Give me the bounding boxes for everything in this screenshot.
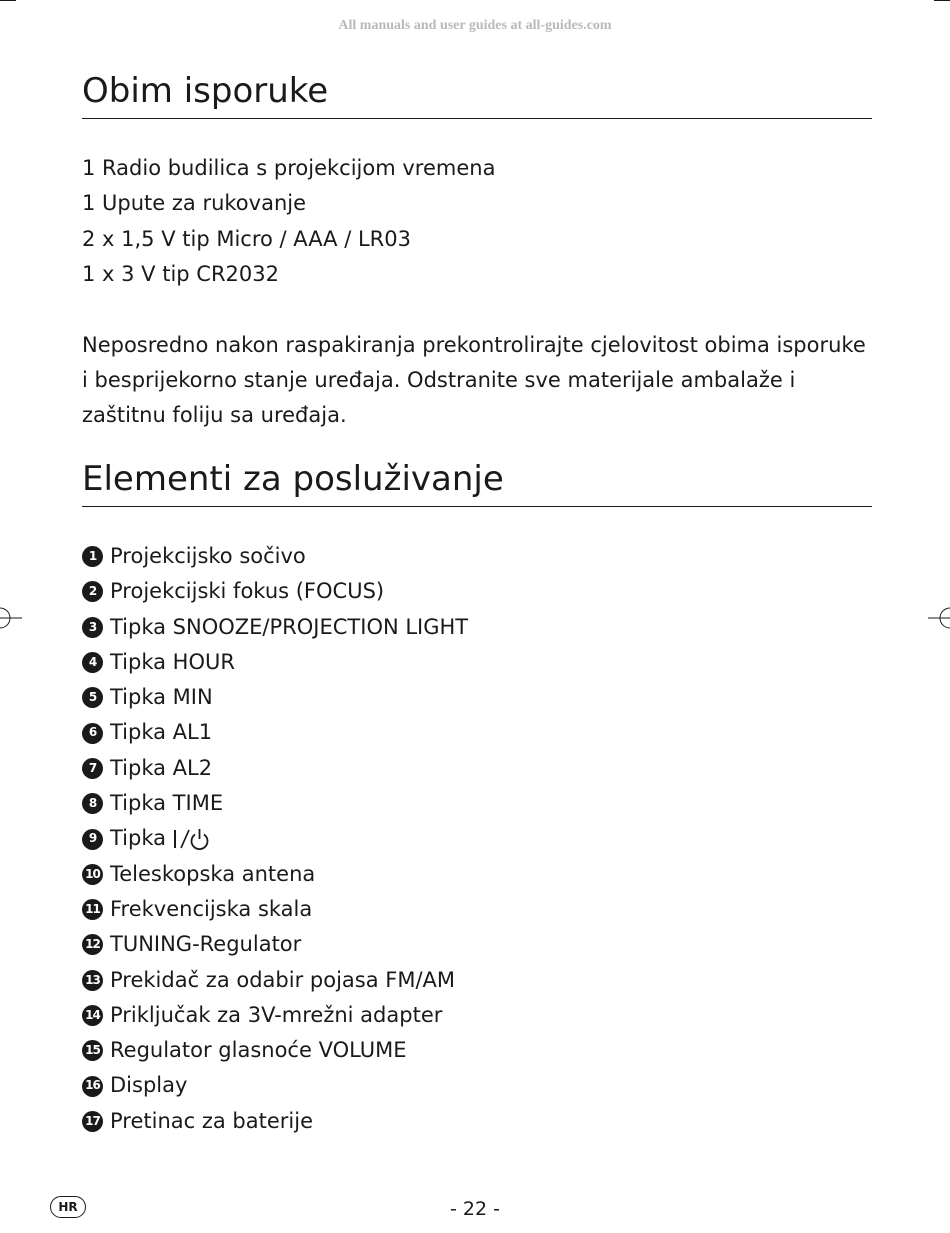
number-badge: 12 (82, 934, 103, 955)
delivery-items-list (82, 151, 495, 292)
item-label: Regulator glasnoće VOLUME (110, 1038, 407, 1063)
unpacking-paragraph: Neposredno nakon raspakiranja prekontrolirajte cjelovitost obima isporuke i besprijekorno stanje uređaja. Odstranite sve materijale ambalaže i zaštitnu foliju sa uređaja. (82, 333, 866, 427)
list-item (82, 998, 468, 1033)
standby-power-icon (172, 827, 210, 851)
number-badge: 13 (82, 970, 103, 991)
number-badge: 2 (82, 581, 103, 602)
number-badge: 16 (82, 1076, 103, 1097)
page-number: - 22 - (450, 1198, 500, 1220)
item-label: Teleskopska antena (110, 861, 316, 886)
item-label: TUNING-Regulator (110, 932, 302, 957)
number-badge: 9 (82, 829, 103, 850)
item-label: Pretinac za baterije (110, 1108, 313, 1133)
list-item (82, 645, 468, 680)
list-item (82, 821, 468, 856)
list-item (82, 715, 468, 750)
list-item: 2 x 1,5 V tip Micro / AAA / LR03 (82, 226, 411, 251)
number-badge: 11 (82, 899, 103, 920)
number-badge: 5 (82, 687, 103, 708)
item-label: Tipka AL2 (110, 755, 213, 780)
section-title-scope-of-delivery: Obim isporuke (82, 70, 872, 119)
number-badge: 7 (82, 758, 103, 779)
list-item (82, 963, 468, 998)
number-badge: 3 (82, 617, 103, 638)
list-item: 1 Radio budilica s projekcijom vremena (82, 156, 496, 180)
item-label: Tipka TIME (110, 791, 224, 816)
number-badge: 6 (82, 723, 103, 744)
number-badge: 1 (82, 546, 103, 567)
list-item (82, 1033, 468, 1068)
item-label: Tipka HOUR (110, 649, 235, 674)
item-label: Projekcijski fokus (FOCUS) (110, 579, 385, 604)
watermark: All manuals and user guides at all-guides.com (338, 18, 612, 33)
item-label: Priključak za 3V-mrežni adapter (110, 1002, 443, 1027)
list-item (82, 574, 468, 609)
controls-list (82, 539, 468, 1139)
registration-mark-left (0, 606, 22, 630)
language-badge: HR (50, 1196, 86, 1218)
registration-mark-right (928, 606, 950, 630)
number-badge: 4 (82, 652, 103, 673)
list-item (82, 610, 468, 645)
list-item (82, 1104, 468, 1139)
number-badge: 10 (82, 864, 103, 885)
list-item (82, 680, 468, 715)
crop-corner-left (0, 0, 16, 1)
list-item (82, 786, 468, 821)
crop-corner-right (934, 0, 950, 1)
list-item (82, 1068, 468, 1103)
item-label: Frekvencijska skala (110, 896, 313, 921)
item-label: Display (110, 1073, 188, 1098)
item-label: Tipka AL1 (110, 720, 213, 745)
item-label: Tipka SNOOZE/PROJECTION LIGHT (110, 614, 469, 639)
list-item: 1 x 3 V tip CR2032 (82, 261, 279, 286)
list-item (82, 892, 468, 927)
list-item (82, 539, 468, 574)
item-label: Projekcijsko sočivo (110, 544, 306, 568)
section-title-controls: Elementi za posluživanje (82, 458, 872, 507)
list-item (82, 857, 468, 892)
list-item (82, 927, 468, 962)
number-badge: 8 (82, 793, 103, 814)
item-label: Tipka (110, 826, 167, 851)
item-label: Prekidač za odabir pojasa FM/AM (110, 967, 456, 992)
number-badge: 17 (82, 1111, 103, 1132)
number-badge: 15 (82, 1040, 103, 1061)
list-item (82, 751, 468, 786)
list-item: 1 Upute za rukovanje (82, 191, 307, 216)
number-badge: 14 (82, 1005, 103, 1026)
item-label: Tipka MIN (110, 685, 213, 710)
